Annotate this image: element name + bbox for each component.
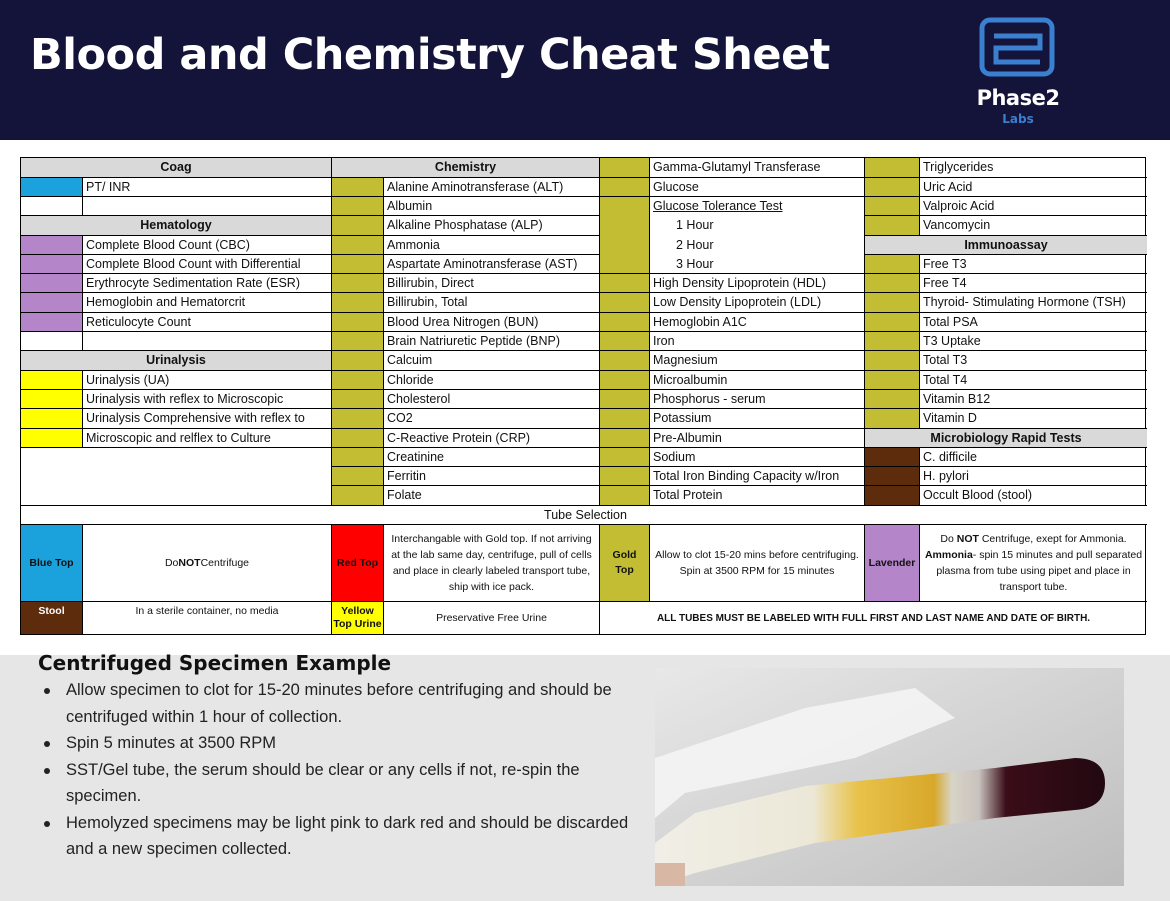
chemistry-swatch: [332, 351, 384, 371]
immunoassay-swatch: [865, 332, 920, 351]
chemistry-swatch: [332, 332, 384, 351]
micro-header: Microbiology Rapid Tests: [865, 429, 1147, 448]
chemistry-swatch: [332, 255, 384, 274]
chemistry3-item: Triglycerides: [920, 158, 1147, 178]
yellow-top-desc: Preservative Free Urine: [384, 602, 600, 634]
micro-swatch: [865, 467, 920, 486]
urinalysis-swatch: [21, 409, 83, 429]
immunoassay-item: Total T3: [920, 351, 1147, 371]
chemistry2-item: 1 Hour: [650, 216, 865, 236]
bullet-text: SST/Gel tube, the serum should be clear or any cells if not, re-spin the specimen.: [66, 760, 580, 805]
chemistry2-swatch: [600, 178, 650, 197]
immunoassay-item: T3 Uptake: [920, 332, 1147, 351]
chemistry2-swatch: [600, 467, 650, 486]
chemistry2-swatch: [600, 332, 650, 351]
hematology-swatch: [21, 293, 83, 313]
micro-item: Occult Blood (stool): [920, 486, 1147, 506]
stool-label: Stool: [21, 602, 83, 634]
bullet-list: [40, 677, 640, 863]
chemistry2-swatch: [600, 448, 650, 467]
chemistry-item: Alanine Aminotransferase (ALT): [384, 178, 600, 197]
red-top-desc: Interchangable with Gold top. If not arriving at the lab same day, centrifuge, pull of cells and place in clearly labeled transport tube, ship with ice pack.: [384, 525, 600, 602]
hematology-item: Hemoglobin and Hematorcrit: [83, 293, 332, 313]
chemistry-swatch: [332, 429, 384, 448]
bullet-dot-icon: [44, 688, 50, 694]
chemistry-item: Cholesterol: [384, 390, 600, 409]
phase2-logo: [966, 14, 1086, 129]
lav-desc-a: Do: [940, 533, 957, 545]
hematology-item: Erythrocyte Sedimentation Rate (ESR): [83, 274, 332, 293]
tube-selection-header: Tube Selection: [21, 506, 1147, 525]
immunoassay-swatch: [865, 390, 920, 409]
chemistry-item: Billirubin, Direct: [384, 274, 600, 293]
urinalysis-item: Urinalysis with reflex to Microscopic: [83, 390, 332, 409]
chemistry-swatch: [332, 274, 384, 293]
chemistry3-item: Vancomycin: [920, 216, 1147, 236]
lavender-desc: [920, 525, 1147, 602]
immunoassay-item: Total T4: [920, 371, 1147, 390]
chemistry3-swatch: [865, 197, 920, 216]
micro-swatch: [865, 448, 920, 467]
lav-desc-d: Ammonia: [924, 549, 973, 561]
chemistry-swatch: [332, 371, 384, 390]
chemistry-swatch: [332, 313, 384, 332]
chemistry-item: Chloride: [384, 371, 600, 390]
micro-item: C. difficile: [920, 448, 1147, 467]
coag-swatch: [21, 178, 83, 197]
bullet-text: Spin 5 minutes at 3500 RPM: [66, 734, 277, 752]
urinalysis-item: Urinalysis Comprehensive with reflex to: [83, 409, 332, 429]
bullet-dot-icon: [44, 741, 50, 747]
blood-tube-image: [655, 668, 1124, 886]
centrifuged-section: [0, 651, 1170, 901]
chemistry2-item: Magnesium: [650, 351, 865, 371]
chemistry-swatch: [332, 486, 384, 506]
chemistry-item: Creatinine: [384, 448, 600, 467]
immunoassay-swatch: [865, 371, 920, 390]
logo-sub: Labs: [1002, 112, 1034, 126]
chemistry2-item: Gamma-Glutamyl Transferase: [650, 158, 865, 178]
chemistry2-item: Phosphorus - serum: [650, 390, 865, 409]
immunoassay-item: Vitamin D: [920, 409, 1147, 429]
chemistry-item: Albumin: [384, 197, 600, 216]
bullet-text: Allow specimen to clot for 15-20 minutes before centrifuging and should be centrifuged within 1 hour of collection.: [66, 681, 612, 726]
chemistry-swatch: [332, 467, 384, 486]
chemistry-swatch: [332, 236, 384, 255]
chemistry2-item: Total Iron Binding Capacity w/Iron: [650, 467, 865, 486]
gold-top-desc: Allow to clot 15-20 mins before centrifuging. Spin at 3500 RPM for 15 minutes: [650, 525, 865, 602]
chemistry2-swatch: [600, 409, 650, 429]
chemistry2-swatch: [600, 486, 650, 506]
lavender-label: Lavender: [865, 525, 920, 602]
chemistry-item: Ferritin: [384, 467, 600, 486]
chemistry2-swatch: [600, 429, 650, 448]
blue-top-label: Blue Top: [21, 525, 83, 602]
chemistry-swatch: [332, 293, 384, 313]
blue-desc-b: NOT: [178, 556, 201, 569]
blank-area: [21, 448, 332, 506]
immunoassay-swatch: [865, 351, 920, 371]
chemistry2-item: Iron: [650, 332, 865, 351]
chemistry2-item: Hemoglobin A1C: [650, 313, 865, 332]
stool-desc: In a sterile container, no media: [83, 602, 332, 634]
chemistry-swatch: [332, 178, 384, 197]
urinalysis-header: Urinalysis: [21, 351, 332, 371]
bullet-dot-icon: [44, 768, 50, 774]
chemistry2-swatch: [600, 293, 650, 313]
bullet-item: [40, 757, 640, 810]
coag-header: Coag: [21, 158, 332, 178]
urinalysis-swatch: [21, 429, 83, 448]
bullet-item: [40, 677, 640, 730]
logo-name: Phase2: [976, 86, 1060, 110]
yellow-top-label: Yellow Top Urine: [332, 602, 384, 634]
micro-swatch: [865, 486, 920, 506]
lav-desc-c: Centrifuge, exept for Ammonia.: [978, 533, 1127, 545]
hematology-swatch: [21, 274, 83, 293]
chemistry2-swatch: [600, 313, 650, 332]
page-title: Blood and Chemistry Cheat Sheet: [30, 30, 830, 80]
gold-top-label: Gold Top: [600, 525, 650, 602]
chemistry3-swatch: [865, 178, 920, 197]
chemistry-swatch: [332, 448, 384, 467]
specimen-tube-photo: [655, 668, 1124, 886]
chemistry2-item: Glucose Tolerance Test: [650, 197, 865, 216]
blank-cell: [83, 332, 332, 351]
chemistry2-swatch: [600, 274, 650, 293]
immunoassay-swatch: [865, 293, 920, 313]
chemistry2-swatch: [600, 371, 650, 390]
hematology-swatch: [21, 313, 83, 332]
immunoassay-header: Immunoassay: [865, 236, 1147, 255]
chemistry-swatch: [332, 390, 384, 409]
chemistry2-item: Sodium: [650, 448, 865, 467]
bullet-text: Hemolyzed specimens may be light pink to dark red and should be discarded and a new specimen collected.: [66, 813, 629, 858]
section-title: Centrifuged Specimen Example: [38, 651, 392, 675]
chemistry2-item: Pre-Albumin: [650, 429, 865, 448]
chemistry-swatch: [332, 216, 384, 236]
chemistry-item: Calcuim: [384, 351, 600, 371]
chemistry2-item: Microalbumin: [650, 371, 865, 390]
blue-desc-c: Centrifuge: [200, 556, 250, 569]
immunoassay-item: Free T4: [920, 274, 1147, 293]
urinalysis-swatch: [21, 371, 83, 390]
chemistry2-item: Glucose: [650, 178, 865, 197]
chemistry-item: Ammonia: [384, 236, 600, 255]
chemistry3-swatch: [865, 216, 920, 236]
hematology-item: Complete Blood Count with Differential: [83, 255, 332, 274]
urinalysis-swatch: [21, 390, 83, 409]
immunoassay-swatch: [865, 313, 920, 332]
cheat-sheet-table: [20, 157, 1146, 635]
phase2-logo-icon: [966, 14, 1070, 84]
bullet-dot-icon: [44, 821, 50, 827]
immunoassay-item: Vitamin B12: [920, 390, 1147, 409]
bullet-item: [40, 810, 640, 863]
chemistry2-swatch: [600, 158, 650, 178]
blank-cell: [83, 197, 332, 216]
header-banner: [0, 0, 1170, 140]
hematology-item: Complete Blood Count (CBC): [83, 236, 332, 255]
hematology-swatch: [21, 236, 83, 255]
chemistry-item: C-Reactive Protein (CRP): [384, 429, 600, 448]
hematology-header: Hematology: [21, 216, 332, 236]
urinalysis-item: Microscopic and relflex to Culture: [83, 429, 332, 448]
lav-desc-e: - spin 15 minutes and pull separated plasma from tube using pipet and place in transport tube.: [936, 549, 1143, 593]
immunoassay-item: Total PSA: [920, 313, 1147, 332]
chemistry-header: Chemistry: [332, 158, 600, 178]
blue-desc-a: Do: [164, 556, 179, 569]
blue-top-desc: [83, 525, 332, 602]
chemistry3-item: Valproic Acid: [920, 197, 1147, 216]
chemistry2-item: Low Density Lipoprotein (LDL): [650, 293, 865, 313]
immunoassay-swatch: [865, 274, 920, 293]
chemistry-item: Billirubin, Total: [384, 293, 600, 313]
chemistry2-item: Potassium: [650, 409, 865, 429]
chemistry-item: Alkaline Phosphatase (ALP): [384, 216, 600, 236]
blank-swatch: [21, 197, 83, 216]
chemistry2-item: Total Protein: [650, 486, 865, 506]
chemistry-item: Blood Urea Nitrogen (BUN): [384, 313, 600, 332]
red-top-label: Red Top: [332, 525, 384, 602]
chemistry-item: CO2: [384, 409, 600, 429]
hematology-item: Reticulocyte Count: [83, 313, 332, 332]
chemistry2-swatch: [600, 390, 650, 409]
immunoassay-swatch: [865, 255, 920, 274]
immunoassay-item: Thyroid- Stimulating Hormone (TSH): [920, 293, 1147, 313]
urinalysis-item: Urinalysis (UA): [83, 371, 332, 390]
lav-desc-b: NOT: [956, 533, 979, 545]
chemistry2-item: 3 Hour: [650, 255, 865, 274]
chemistry2-swatch: [600, 351, 650, 371]
chemistry3-item: Uric Acid: [920, 178, 1147, 197]
chemistry-item: Brain Natriuretic Peptide (BNP): [384, 332, 600, 351]
blank-swatch: [21, 332, 83, 351]
chemistry-item: Folate: [384, 486, 600, 506]
coag-item: PT/ INR: [83, 178, 332, 197]
chemistry2-swatch: [600, 197, 650, 274]
all-tubes-note: ALL TUBES MUST BE LABELED WITH FULL FIRST AND LAST NAME AND DATE OF BIRTH.: [656, 612, 1091, 624]
chemistry-swatch: [332, 197, 384, 216]
bullet-item: [40, 730, 640, 757]
immunoassay-swatch: [865, 409, 920, 429]
chemistry2-item: 2 Hour: [650, 236, 865, 255]
hematology-swatch: [21, 255, 83, 274]
immunoassay-item: Free T3: [920, 255, 1147, 274]
chemistry-item: Aspartate Aminotransferase (AST): [384, 255, 600, 274]
chemistry3-swatch: [865, 158, 920, 178]
chemistry-swatch: [332, 409, 384, 429]
chemistry2-item: High Density Lipoprotein (HDL): [650, 274, 865, 293]
micro-item: H. pylori: [920, 467, 1147, 486]
